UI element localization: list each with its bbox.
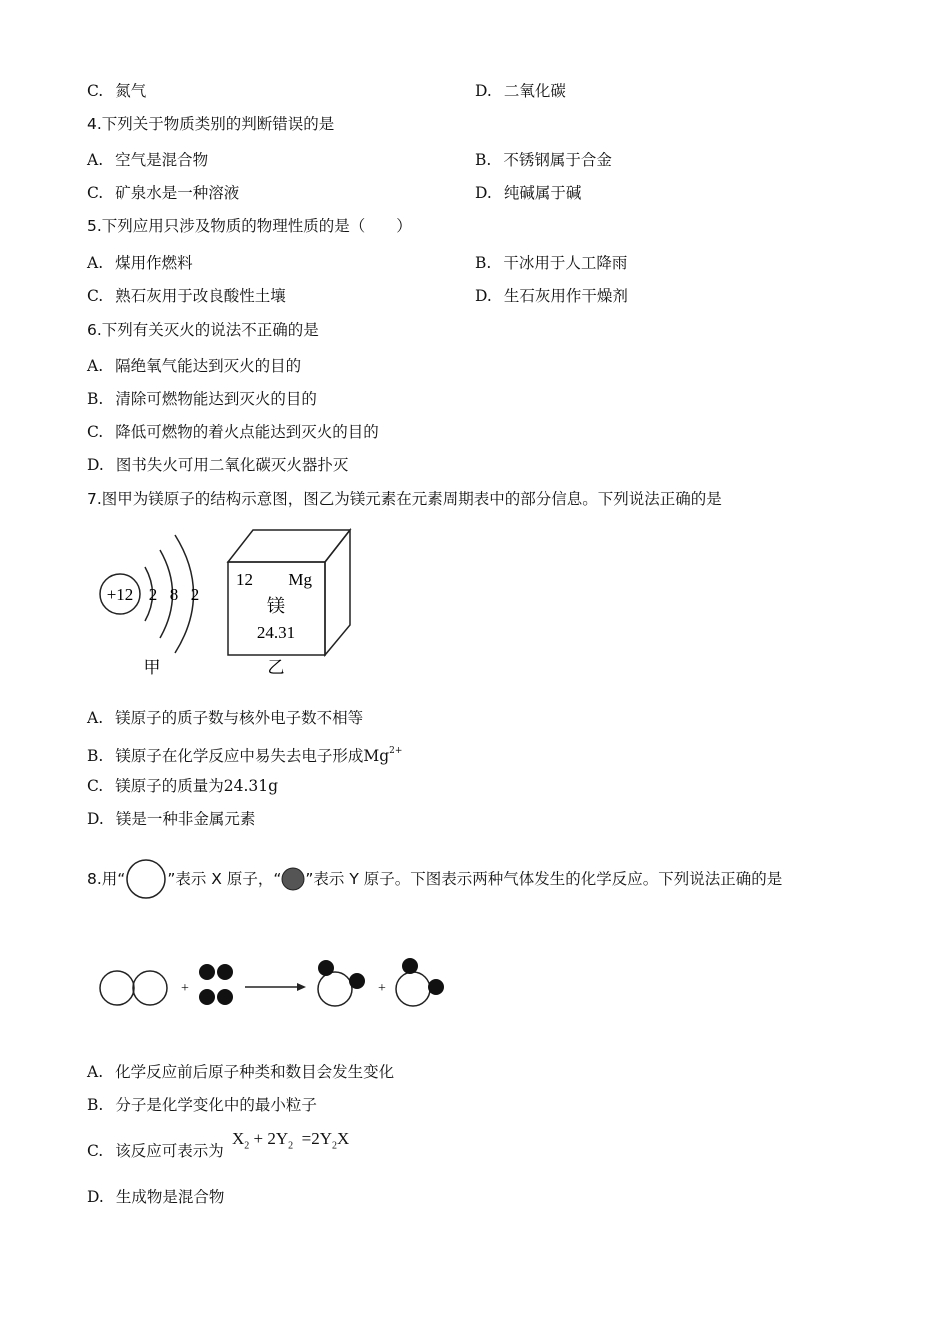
y-atom-icon bbox=[281, 867, 305, 891]
q8-option-c: C. 该反应可表示为 bbox=[87, 1142, 224, 1160]
reaction-diagram bbox=[95, 955, 455, 1015]
q8-option-d: D. 生成物是混合物 bbox=[87, 1188, 225, 1206]
q4-option-b: B. 不锈钢属于合金 bbox=[475, 151, 612, 169]
q6-option-d: D. 图书失火可用二氧化碳灭火器扑灭 bbox=[87, 456, 349, 474]
q5-option-b: B. 干冰用于人工降雨 bbox=[475, 254, 628, 272]
magnesium-figure bbox=[90, 525, 360, 680]
reaction-arrow bbox=[245, 983, 306, 991]
q3-option-c: C. 氮气 bbox=[87, 82, 147, 100]
q4-stem: 4.下列关于物质类别的判断错误的是 bbox=[87, 115, 335, 133]
q8-option-b: B. 分子是化学变化中的最小粒子 bbox=[87, 1096, 317, 1114]
plus-sign-2: + bbox=[378, 981, 386, 996]
mg-ion: $Mg^{2+}$ bbox=[363, 746, 403, 765]
x-atom-icon bbox=[125, 858, 167, 900]
atomic-number: 12 bbox=[236, 570, 253, 589]
q5-stem: 5.下列应用只涉及物质的物理性质的是（ ） bbox=[87, 217, 412, 235]
reaction-equation: $X_2 + 2Y_2 =2Y_2X$ bbox=[232, 1129, 350, 1152]
atomic-mass: 24.31 bbox=[256, 623, 296, 642]
q6-option-a: A. 隔绝氧气能达到灭火的目的 bbox=[87, 357, 302, 375]
q8-stem: 8.用“ ”表示 X 原子，“ ”表示 Y 原子。下图表示两种气体发生的化学反应。下列说法正确的是 bbox=[87, 867, 782, 891]
q6-option-c: C. 降低可燃物的着火点能达到灭火的目的 bbox=[87, 423, 379, 441]
q4-option-c: C. 矿泉水是一种溶液 bbox=[87, 184, 240, 202]
shell-2-electrons: 8 bbox=[169, 585, 179, 604]
y2x-molecule-2 bbox=[396, 958, 444, 1006]
label-yi: 乙 bbox=[267, 658, 285, 677]
q5-option-d: D. 生石灰用作干燥剂 bbox=[475, 287, 628, 305]
element-symbol: Mg bbox=[288, 570, 312, 589]
q7-option-d: D. 镁是一种非金属元素 bbox=[87, 810, 256, 828]
q5-option-c: C. 熟石灰用于改良酸性土壤 bbox=[87, 287, 286, 305]
x2-molecule bbox=[100, 971, 167, 1005]
q7-option-b: B. 镁原子在化学反应中易失去电子形成$Mg^{2+}$ bbox=[87, 746, 403, 765]
q7-option-c: C. 镁原子的质量为24.31g bbox=[87, 777, 279, 795]
q5-option-a: A. 煤用作燃料 bbox=[87, 254, 193, 272]
q4-option-d: D. 纯碱属于碱 bbox=[475, 184, 582, 202]
periodic-table-cell bbox=[228, 530, 350, 677]
y2x-molecule-1 bbox=[318, 960, 365, 1006]
label-jia: 甲 bbox=[143, 658, 161, 677]
q6-option-b: B. 清除可燃物能达到灭火的目的 bbox=[87, 390, 317, 408]
shell-1-electrons: 2 bbox=[148, 585, 158, 604]
q7-option-a: A. 镁原子的质子数与核外电子数不相等 bbox=[87, 709, 364, 727]
q3-option-d: D. 二氧化碳 bbox=[475, 82, 566, 100]
y2-molecules bbox=[199, 964, 233, 1005]
q8-option-a: A. 化学反应前后原子种类和数目会发生变化 bbox=[87, 1063, 395, 1081]
q4-option-a: A. 空气是混合物 bbox=[87, 151, 209, 169]
plus-sign-1: + bbox=[181, 981, 189, 996]
shell-3-electrons: 2 bbox=[190, 585, 200, 604]
element-name: 镁 bbox=[267, 596, 285, 616]
q7-stem: 7.图甲为镁原子的结构示意图，图乙为镁元素在元素周期表中的部分信息。下列说法正确的是 bbox=[87, 490, 722, 508]
q6-stem: 6.下列有关灭火的说法不正确的是 bbox=[87, 321, 319, 339]
atom-structure-diagram bbox=[100, 535, 199, 677]
nucleus-charge: +12 bbox=[106, 585, 134, 604]
